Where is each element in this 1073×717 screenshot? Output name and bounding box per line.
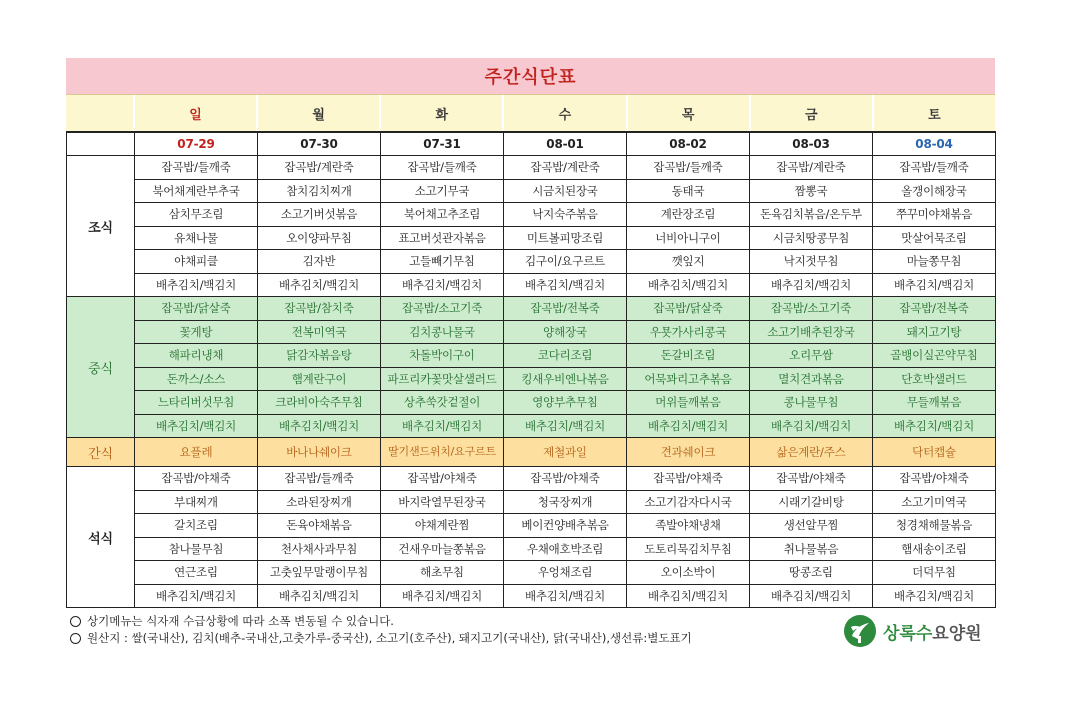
lunch-item: 무들깨볶음 <box>873 391 996 415</box>
dinner-item: 갈치조림 <box>135 514 258 538</box>
day-tue: 화 <box>379 95 502 131</box>
lunch-item: 닭감자볶음탕 <box>258 344 381 368</box>
dinner-item: 해초무침 <box>381 561 504 585</box>
breakfast-item: 낙지숙주볶음 <box>504 203 627 227</box>
lunch-item: 단호박샐러드 <box>873 367 996 391</box>
lunch-item: 돼지고기탕 <box>873 320 996 344</box>
date-cell: 07-30 <box>258 132 381 156</box>
lunch-item: 배추김치/백김치 <box>750 414 873 438</box>
snack-item: 견과쉐이크 <box>627 438 750 467</box>
breakfast-item: 김구이/요구르트 <box>504 250 627 274</box>
day-sat: 토 <box>872 95 995 131</box>
dinner-item: 취나물볶음 <box>750 537 873 561</box>
lunch-row <box>67 367 996 391</box>
dinner-item: 부대찌개 <box>135 490 258 514</box>
dinner-item: 배추김치/백김치 <box>135 584 258 608</box>
breakfast-item: 배추김치/백김치 <box>750 273 873 297</box>
breakfast-item: 잡곡밥/들깨죽 <box>873 156 996 180</box>
lunch-item: 어묵꽈리고추볶음 <box>627 367 750 391</box>
breakfast-row <box>67 226 996 250</box>
page-title: 주간식단표 <box>66 58 995 94</box>
dinner-row <box>67 537 996 561</box>
date-cell: 08-02 <box>627 132 750 156</box>
dinner-item: 잡곡밥/야채죽 <box>381 467 504 491</box>
lunch-item: 느타리버섯무침 <box>135 391 258 415</box>
lunch-row <box>67 297 996 321</box>
lunch-item: 우묫가사리콩국 <box>627 320 750 344</box>
dinner-item: 소고기미역국 <box>873 490 996 514</box>
dinner-item: 오이소박이 <box>627 561 750 585</box>
lunch-item: 배추김치/백김치 <box>381 414 504 438</box>
dinner-item: 배추김치/백김치 <box>381 584 504 608</box>
dinner-row <box>67 467 996 491</box>
dinner-item: 배추김치/백김치 <box>258 584 381 608</box>
lunch-item: 멸치견과볶음 <box>750 367 873 391</box>
snack-label: 간식 <box>67 438 135 467</box>
breakfast-item: 삼치무조림 <box>135 203 258 227</box>
breakfast-row <box>67 203 996 227</box>
dinner-item: 잡곡밥/야채죽 <box>873 467 996 491</box>
lunch-item: 상추쑥갓겉절이 <box>381 391 504 415</box>
lunch-item: 잡곡밥/전복죽 <box>873 297 996 321</box>
date-cell: 08-03 <box>750 132 873 156</box>
breakfast-item: 짬뽕국 <box>750 179 873 203</box>
lunch-item: 양해장국 <box>504 320 627 344</box>
dinner-item: 더덕무침 <box>873 561 996 585</box>
lunch-item: 골뱅이실곤약무침 <box>873 344 996 368</box>
lunch-item: 코다리조림 <box>504 344 627 368</box>
lunch-item: 크라비아숙주무침 <box>258 391 381 415</box>
dinner-item: 우엉채조림 <box>504 561 627 585</box>
breakfast-item: 너비아니구이 <box>627 226 750 250</box>
dinner-item: 족발야채냉채 <box>627 514 750 538</box>
lunch-item: 잡곡밥/참치죽 <box>258 297 381 321</box>
logo <box>843 614 982 648</box>
lunch-item: 배추김치/백김치 <box>627 414 750 438</box>
breakfast-item: 오이양파무침 <box>258 226 381 250</box>
lunch-item: 머위들깨볶음 <box>627 391 750 415</box>
lunch-item: 잡곡밥/닭살죽 <box>135 297 258 321</box>
dinner-item: 도토리묵김치무침 <box>627 537 750 561</box>
lunch-item: 전복미역국 <box>258 320 381 344</box>
breakfast-item: 배추김치/백김치 <box>135 273 258 297</box>
lunch-item: 잡곡밥/닭살죽 <box>627 297 750 321</box>
lunch-row <box>67 414 996 438</box>
dinner-item: 소라된장찌개 <box>258 490 381 514</box>
dinner-item: 청경채해물볶음 <box>873 514 996 538</box>
date-cell: 08-01 <box>504 132 627 156</box>
breakfast-row <box>67 179 996 203</box>
lunch-item: 잡곡밥/소고기죽 <box>381 297 504 321</box>
breakfast-item: 잡곡밥/들깨죽 <box>627 156 750 180</box>
snack-item: 바나나쉐이크 <box>258 438 381 467</box>
dinner-item: 생선알무찜 <box>750 514 873 538</box>
dinner-row <box>67 490 996 514</box>
menu-sheet <box>66 58 995 608</box>
dinner-label: 석식 <box>67 467 135 608</box>
snack-item: 딸기샌드위치/요구르트 <box>381 438 504 467</box>
dinner-item: 건새우마늘쫑볶음 <box>381 537 504 561</box>
breakfast-item: 맛살어묵조림 <box>873 226 996 250</box>
dinner-item: 베이컨양배추볶음 <box>504 514 627 538</box>
breakfast-item: 잡곡밥/들깨죽 <box>135 156 258 180</box>
dinner-item: 야채계란찜 <box>381 514 504 538</box>
breakfast-row <box>67 273 996 297</box>
day-mon: 월 <box>256 95 379 131</box>
dinner-item: 우채애호박조림 <box>504 537 627 561</box>
breakfast-item: 미트볼피망조림 <box>504 226 627 250</box>
date-cell: 07-31 <box>381 132 504 156</box>
lunch-row <box>67 391 996 415</box>
breakfast-label: 조식 <box>67 156 135 297</box>
breakfast-row <box>67 250 996 274</box>
dinner-item: 땅콩조림 <box>750 561 873 585</box>
lunch-item: 콩나물무침 <box>750 391 873 415</box>
date-cell: 08-04 <box>873 132 996 156</box>
dinner-item: 시래기갈비탕 <box>750 490 873 514</box>
breakfast-item: 배추김치/백김치 <box>258 273 381 297</box>
lunch-item: 배추김치/백김치 <box>504 414 627 438</box>
snack-row <box>67 438 996 467</box>
day-thu: 목 <box>626 95 749 131</box>
lunch-item: 킹새우비엔나볶음 <box>504 367 627 391</box>
dinner-item: 연근조림 <box>135 561 258 585</box>
lunch-item: 잡곡밥/전복죽 <box>504 297 627 321</box>
breakfast-item: 소고기무국 <box>381 179 504 203</box>
dinner-item: 배추김치/백김치 <box>504 584 627 608</box>
circle-bullet-icon <box>70 633 81 644</box>
breakfast-item: 쭈꾸미야채볶음 <box>873 203 996 227</box>
lunch-item: 돈까스/소스 <box>135 367 258 391</box>
snack-item: 제철과일 <box>504 438 627 467</box>
lunch-item: 돈갈비조림 <box>627 344 750 368</box>
breakfast-item: 배추김치/백김치 <box>504 273 627 297</box>
breakfast-item: 참치김치찌개 <box>258 179 381 203</box>
dinner-item: 고춧잎무말랭이무침 <box>258 561 381 585</box>
breakfast-item: 유채나물 <box>135 226 258 250</box>
breakfast-row <box>67 156 996 180</box>
lunch-row <box>67 344 996 368</box>
note-item: 상기메뉴는 식자재 수급상황에 따라 소폭 변동될 수 있습니다. <box>70 613 692 630</box>
lunch-item: 배추김치/백김치 <box>258 414 381 438</box>
breakfast-item: 북어채계란부추국 <box>135 179 258 203</box>
breakfast-item: 고들빼기무침 <box>381 250 504 274</box>
breakfast-item: 깻잎지 <box>627 250 750 274</box>
dinner-item: 잡곡밥/야채죽 <box>504 467 627 491</box>
lunch-item: 김치콩나물국 <box>381 320 504 344</box>
lunch-item: 파프리카꽃맛살샐러드 <box>381 367 504 391</box>
lunch-item: 오리무쌈 <box>750 344 873 368</box>
day-wed: 수 <box>502 95 625 131</box>
dinner-item: 참나물무침 <box>135 537 258 561</box>
lunch-item: 해파리냉채 <box>135 344 258 368</box>
logo-name: 상록수 <box>883 623 933 644</box>
breakfast-item: 올갱이해장국 <box>873 179 996 203</box>
date-row <box>67 132 996 156</box>
snack-item: 삶은계란/주스 <box>750 438 873 467</box>
dinner-item: 배추김치/백김치 <box>750 584 873 608</box>
dinner-item: 배추김치/백김치 <box>627 584 750 608</box>
breakfast-item: 배추김치/백김치 <box>381 273 504 297</box>
lunch-item: 꽃게탕 <box>135 320 258 344</box>
notes <box>70 613 692 647</box>
breakfast-item: 김자반 <box>258 250 381 274</box>
lunch-item: 잡곡밥/소고기죽 <box>750 297 873 321</box>
breakfast-item: 시금치된장국 <box>504 179 627 203</box>
dinner-item: 바지락열무된장국 <box>381 490 504 514</box>
lunch-item: 영양부추무침 <box>504 391 627 415</box>
breakfast-item: 계란장조림 <box>627 203 750 227</box>
day-sun: 일 <box>133 95 256 131</box>
breakfast-item: 북어채고추조림 <box>381 203 504 227</box>
dinner-item: 돈육야채볶음 <box>258 514 381 538</box>
dinner-row <box>67 584 996 608</box>
lunch-row <box>67 320 996 344</box>
breakfast-item: 배추김치/백김치 <box>873 273 996 297</box>
snack-item: 닥터캡슐 <box>873 438 996 467</box>
lunch-label: 중식 <box>67 297 135 438</box>
circle-bullet-icon <box>70 616 81 627</box>
breakfast-item: 야채피클 <box>135 250 258 274</box>
day-header-blank <box>66 95 133 131</box>
date-cell: 07-29 <box>135 132 258 156</box>
date-row-blank <box>67 132 135 156</box>
lunch-item: 배추김치/백김치 <box>873 414 996 438</box>
breakfast-item: 낙지젓무침 <box>750 250 873 274</box>
lunch-item: 햄계란구이 <box>258 367 381 391</box>
dinner-item: 잡곡밥/야채죽 <box>627 467 750 491</box>
dinner-item: 청국장찌개 <box>504 490 627 514</box>
dinner-item: 잡곡밥/야채죽 <box>135 467 258 491</box>
menu-table <box>66 131 996 608</box>
breakfast-item: 돈육김치볶음/온두부 <box>750 203 873 227</box>
breakfast-item: 잡곡밥/들깨죽 <box>381 156 504 180</box>
note-item: 원산지 : 쌀(국내산), 김치(배추-국내산,고춧가루-중국산), 소고기(호주산), 돼지고기(국내산), 닭(국내산),생선류:별도표기 <box>70 630 692 647</box>
breakfast-item: 잡곡밥/계란죽 <box>750 156 873 180</box>
dinner-item: 배추김치/백김치 <box>873 584 996 608</box>
day-fri: 금 <box>749 95 872 131</box>
breakfast-item: 표고버섯관자볶음 <box>381 226 504 250</box>
tree-logo-icon <box>843 614 877 648</box>
breakfast-item: 소고기버섯볶음 <box>258 203 381 227</box>
logo-suffix: 요양원 <box>932 623 982 644</box>
dinner-row <box>67 561 996 585</box>
day-header-row <box>66 94 995 131</box>
breakfast-item: 시금치땅콩무침 <box>750 226 873 250</box>
breakfast-item: 잡곡밥/계란죽 <box>504 156 627 180</box>
dinner-item: 잡곡밥/들깨죽 <box>258 467 381 491</box>
lunch-item: 소고기배추된장국 <box>750 320 873 344</box>
dinner-item: 햄새송이조림 <box>873 537 996 561</box>
lunch-item: 차돌박이구이 <box>381 344 504 368</box>
breakfast-item: 마늘쫑무침 <box>873 250 996 274</box>
lunch-item: 배추김치/백김치 <box>135 414 258 438</box>
breakfast-item: 동태국 <box>627 179 750 203</box>
snack-item: 요플레 <box>135 438 258 467</box>
breakfast-item: 잡곡밥/계란죽 <box>258 156 381 180</box>
dinner-row <box>67 514 996 538</box>
breakfast-item: 배추김치/백김치 <box>627 273 750 297</box>
dinner-item: 잡곡밥/야채죽 <box>750 467 873 491</box>
dinner-item: 소고기감자다시국 <box>627 490 750 514</box>
dinner-item: 천사채사과무침 <box>258 537 381 561</box>
